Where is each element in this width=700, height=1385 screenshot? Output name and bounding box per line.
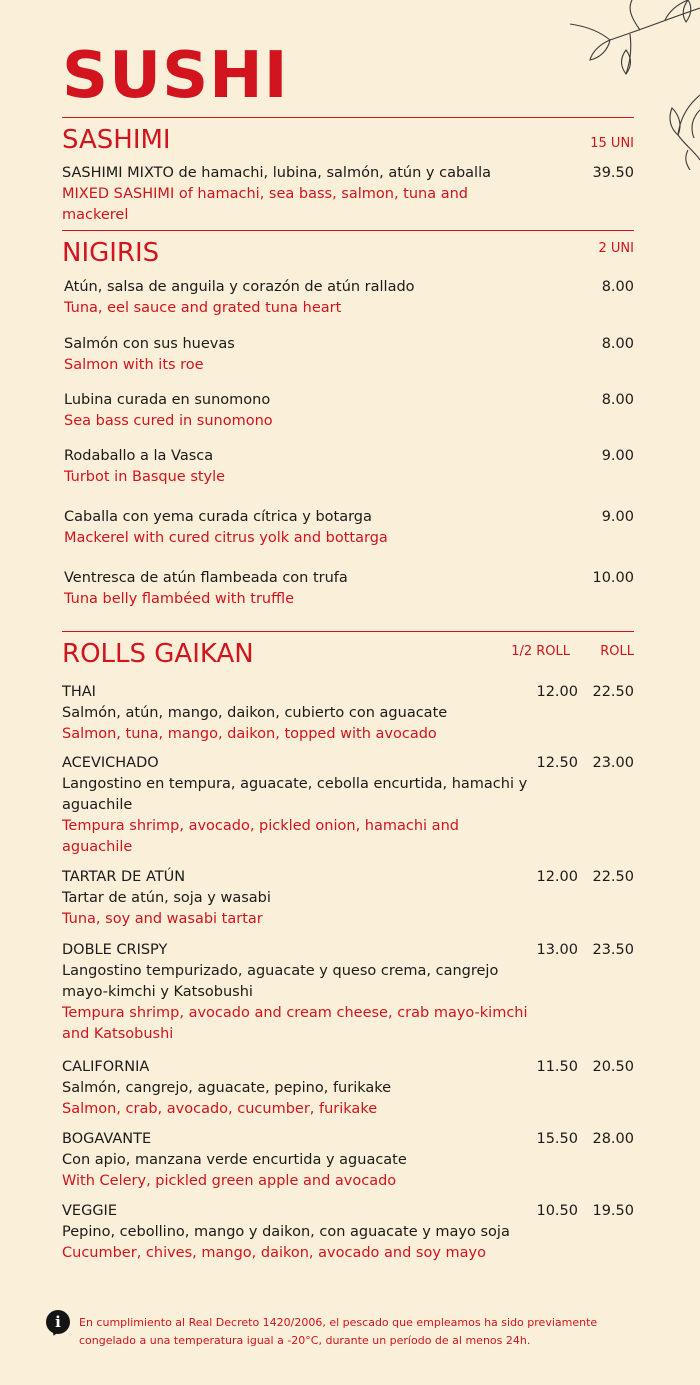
section-nigiris <box>62 230 634 607</box>
menu-item <box>64 507 636 549</box>
menu-item <box>64 334 636 376</box>
item-description-en: With Celery, pickled green apple and avocado <box>62 1173 397 1189</box>
menu-item <box>64 446 636 488</box>
item-price: 8.00 <box>601 336 634 352</box>
menu-item <box>62 1201 634 1264</box>
item-price-full: 23.00 <box>592 755 634 771</box>
info-icon: i <box>46 1310 70 1334</box>
section-unit-full: ROLL <box>600 644 634 659</box>
item-description-en: Tuna, eel sauce and grated tuna heart <box>64 300 342 316</box>
item-description-en: Mackerel with cured citrus yolk and bottarga <box>64 530 388 546</box>
item-description-es: Tartar de atún, soja y wasabi <box>62 890 271 906</box>
item-price-half: 13.00 <box>536 942 578 958</box>
item-description-en: Salmon, tuna, mango, daikon, topped with avocado <box>62 726 437 742</box>
item-description-es: Salmón, atún, mango, daikon, cubierto con aguacate <box>62 705 448 721</box>
item-price-full: 22.50 <box>592 869 634 885</box>
menu-item <box>62 163 634 226</box>
item-description-en: Tuna, soy and wasabi tartar <box>62 911 263 927</box>
item-price-full: 23.50 <box>592 942 634 958</box>
item-price-half: 11.50 <box>536 1059 578 1075</box>
item-name: CALIFORNIA <box>62 1059 150 1075</box>
item-description-es: Rodaballo a la Vasca <box>64 448 214 464</box>
item-description-en: Tempura shrimp, avocado and cream cheese, crab mayo-kimchi and Katsobushi <box>62 1005 528 1042</box>
item-description-en: Turbot in Basque style <box>64 469 226 485</box>
section-rolls <box>62 631 634 1261</box>
item-price: 9.00 <box>601 509 634 525</box>
item-description-es: Ventresca de atún flambeada con trufa <box>64 570 348 586</box>
item-price-full: 20.50 <box>592 1059 634 1075</box>
item-price-full: 19.50 <box>592 1203 634 1219</box>
item-price-full: 28.00 <box>592 1131 634 1147</box>
item-description-en: Salmon, crab, avocado, cucumber, furikake <box>62 1101 378 1117</box>
item-name: DOBLE CRISPY <box>62 942 168 958</box>
section-unit: 15 UNI <box>590 136 634 151</box>
item-price: 10.00 <box>592 570 634 586</box>
page-title: SUSHI <box>62 39 289 113</box>
item-description-es: Salmón con sus huevas <box>64 336 235 352</box>
menu-item <box>62 867 634 930</box>
item-price-half: 12.50 <box>536 755 578 771</box>
item-description-en: Salmon with its roe <box>64 357 204 373</box>
menu-item <box>62 682 634 745</box>
menu-item <box>62 1057 634 1120</box>
menu-item <box>62 1129 634 1192</box>
item-price-half: 12.00 <box>536 869 578 885</box>
item-description-en: Tempura shrimp, avocado, pickled onion, hamachi and aguachile <box>62 818 459 855</box>
menu-item <box>64 568 636 610</box>
item-description-es: Pepino, cebollino, mango y daikon, con aguacate y mayo soja <box>62 1224 510 1240</box>
item-description-es: Caballa con yema curada cítrica y botarga <box>64 509 372 525</box>
section-title-sashimi: SASHIMI <box>62 125 171 155</box>
item-description-es: Langostino tempurizado, aguacate y queso crema, cangrejo mayo-kimchi y Katsobushi <box>62 963 499 1000</box>
item-description-en: Cucumber, chives, mango, daikon, avocado and soy mayo <box>62 1245 486 1261</box>
item-description-es: Con apio, manzana verde encurtida y aguacate <box>62 1152 407 1168</box>
item-price-half: 15.50 <box>536 1131 578 1147</box>
item-description-es: SASHIMI MIXTO de hamachi, lubina, salmón, atún y caballa <box>62 165 492 181</box>
item-price: 9.00 <box>601 448 634 464</box>
item-price: 39.50 <box>592 165 634 181</box>
item-description-es: Langostino en tempura, aguacate, cebolla encurtida, hamachi y aguachile <box>62 776 528 813</box>
item-description-en: Sea bass cured in sunomono <box>64 413 273 429</box>
item-description-es: Atún, salsa de anguila y corazón de atún rallado <box>64 279 415 295</box>
item-price: 8.00 <box>601 279 634 295</box>
item-description-en: MIXED SASHIMI of hamachi, sea bass, salmon, tuna and mackerel <box>62 186 469 223</box>
item-price-half: 12.00 <box>536 684 578 700</box>
section-sashimi <box>62 117 634 223</box>
menu-item <box>62 753 634 858</box>
note-text: En cumplimiento al Real Decreto 1420/2006, el pescado que empleamos ha sido previamente congelado a una temperatura igual a -20°C, durante un período de al menos 24h. <box>79 1316 598 1347</box>
menu-item <box>64 390 636 432</box>
item-description-es: Lubina curada en sunomono <box>64 392 271 408</box>
item-name: THAI <box>62 684 96 700</box>
item-price-full: 22.50 <box>592 684 634 700</box>
item-description-en: Tuna belly flambéed with truffle <box>64 591 295 607</box>
item-name: TARTAR DE ATÚN <box>62 869 186 885</box>
item-description-es: Salmón, cangrejo, aguacate, pepino, furikake <box>62 1080 392 1096</box>
section-title-nigiris: NIGIRIS <box>62 238 160 268</box>
item-name: VEGGIE <box>62 1203 117 1219</box>
section-title-rolls: ROLLS GAIKAN <box>62 639 254 669</box>
menu-item <box>64 277 636 319</box>
item-price-half: 10.50 <box>536 1203 578 1219</box>
item-price: 8.00 <box>601 392 634 408</box>
menu-item <box>62 940 634 1045</box>
section-unit: 2 UNI <box>598 241 634 256</box>
section-unit-half: 1/2 ROLL <box>511 644 570 659</box>
item-name: BOGAVANTE <box>62 1131 152 1147</box>
item-name: ACEVICHADO <box>62 755 159 771</box>
